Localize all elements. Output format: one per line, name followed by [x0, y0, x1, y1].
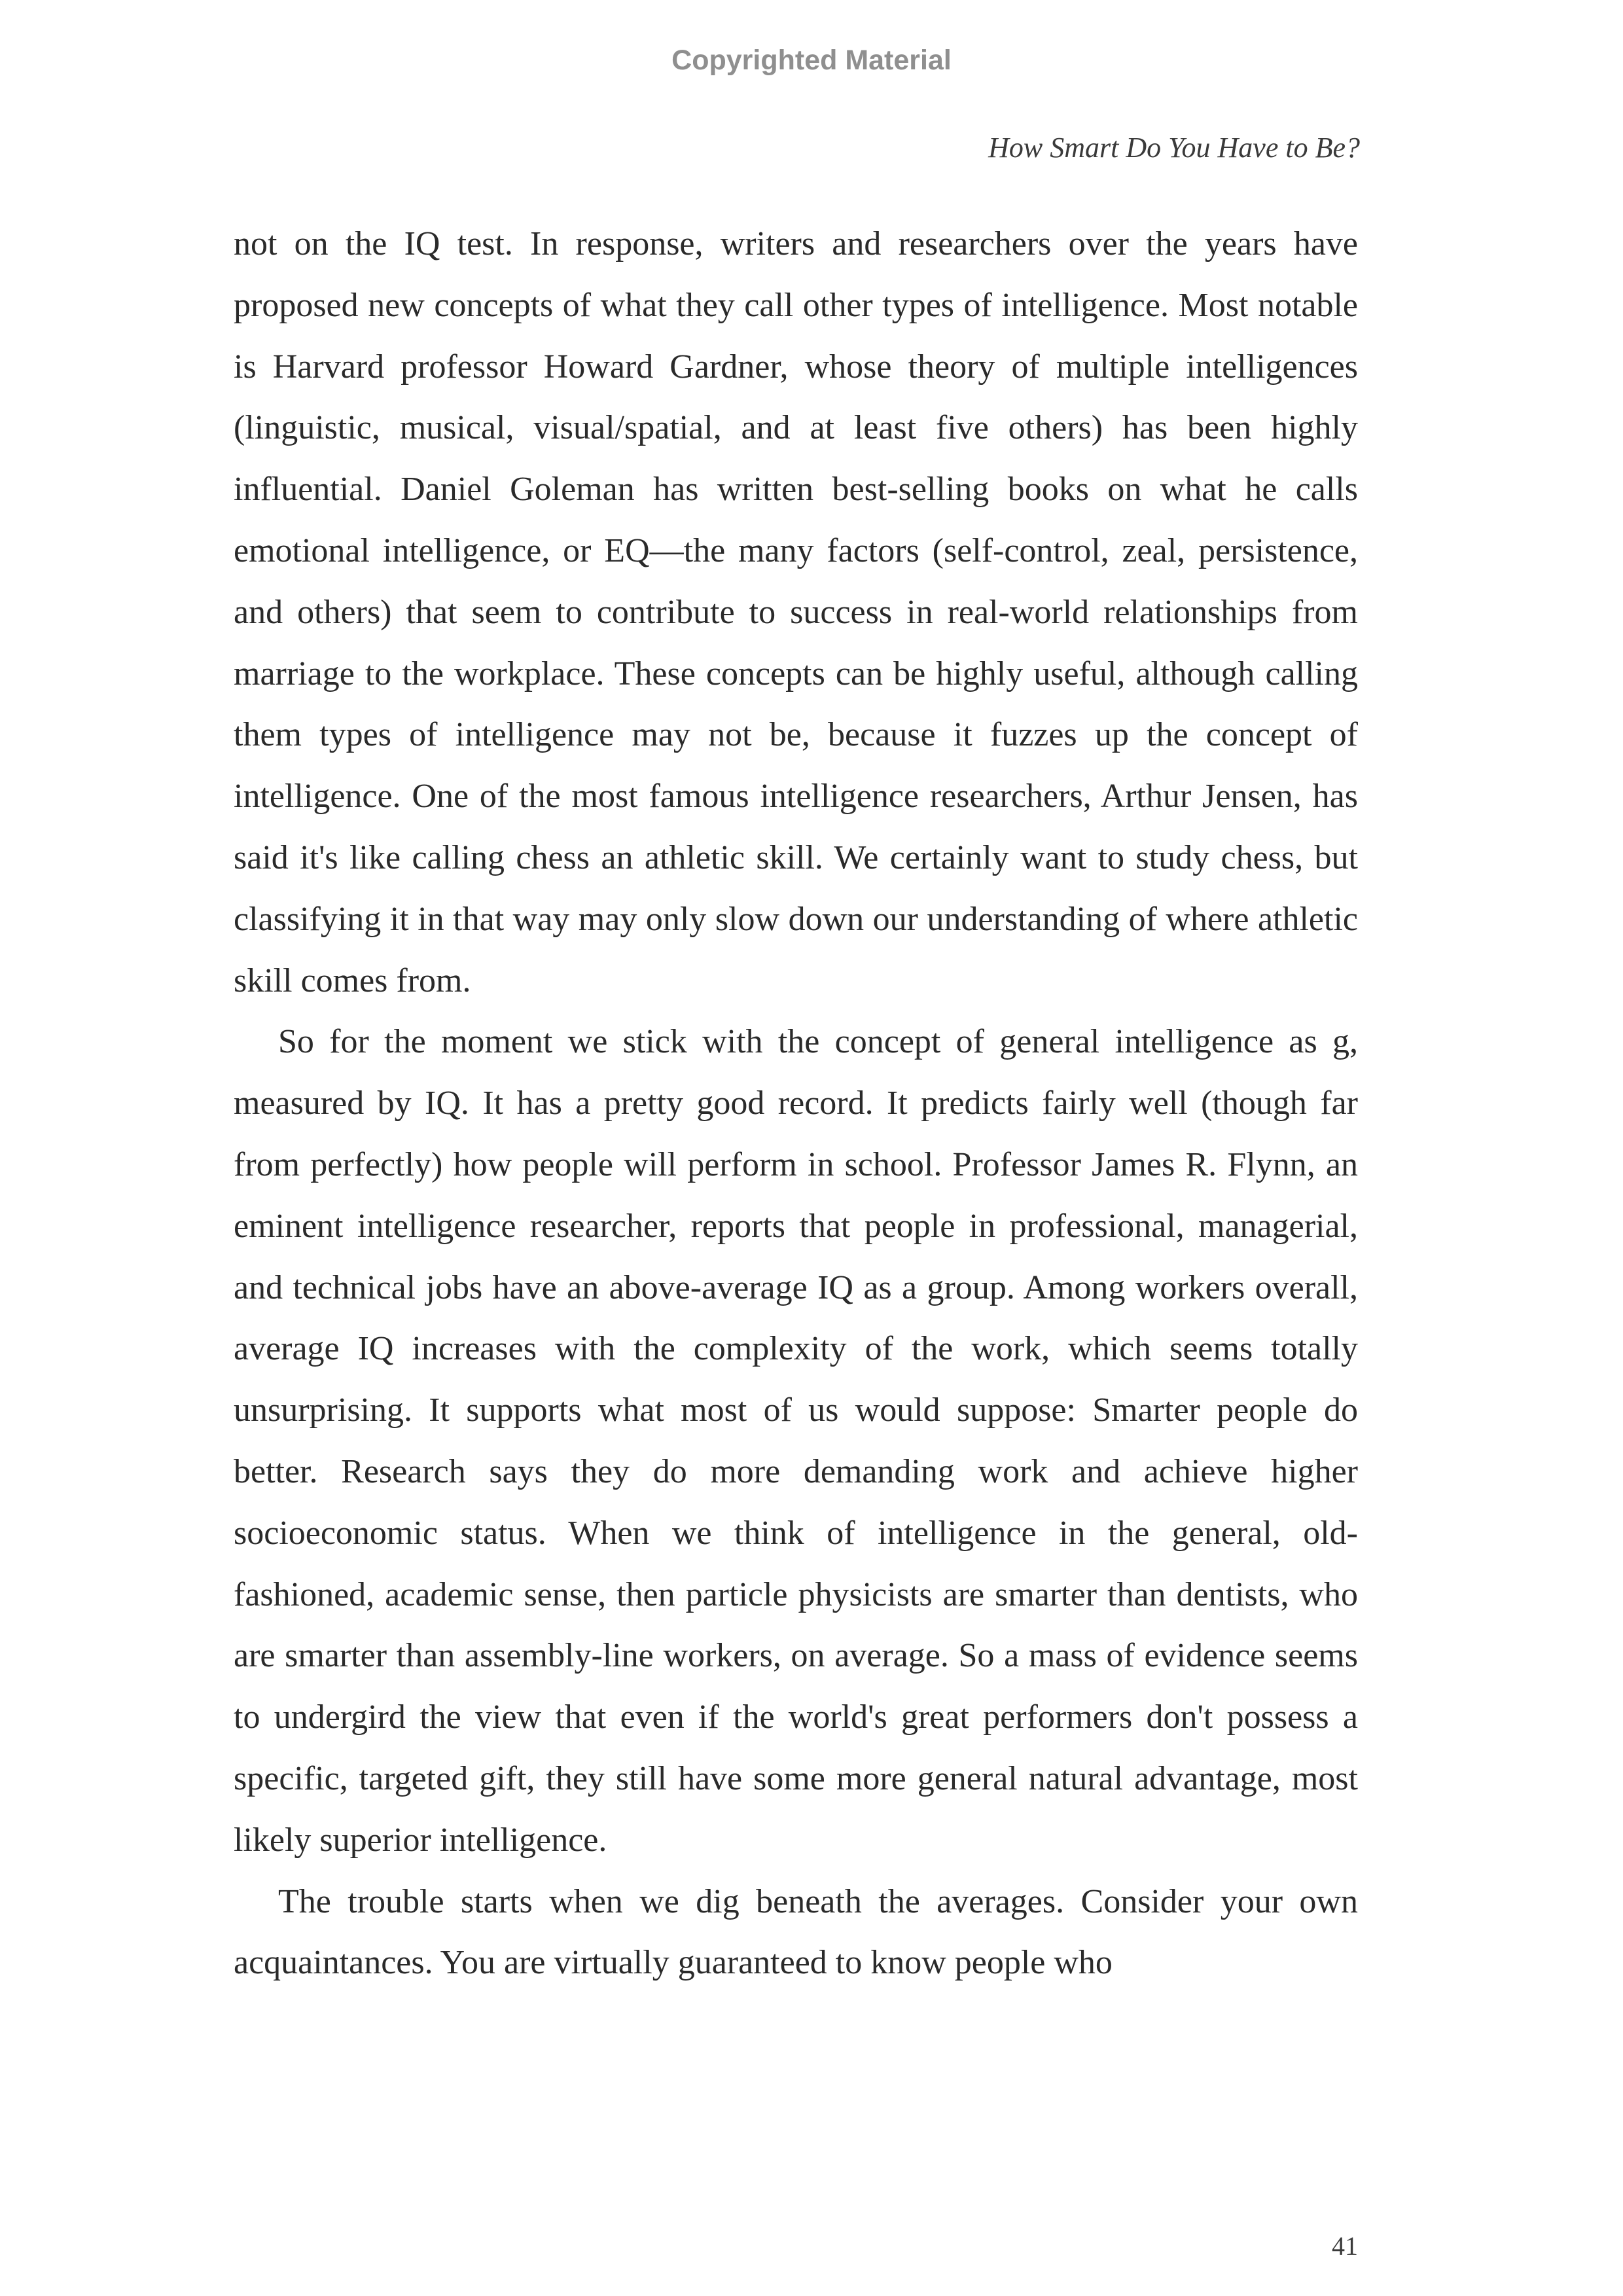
paragraph: So for the moment we stick with the concept of general intelligence as g, measured by IQ. It has a pretty good record. It predicts fairly well (though far from perfectly) how people will perform in school. Professor James R. Flynn, an eminent intelligence researcher, reports that people in professional, managerial, and technical jobs have an above-average IQ as a group. Among workers overall, average IQ increases with the complexity of the work, which seems totally unsurprising. It supports what most of us would suppose: Smarter people do better. Research says they do more demanding work and achieve higher socioeconomic status. When we think of intelligence in the general, old-fashioned, academic sense, then particle physicists are smarter than dentists, who are smarter than assembly-line workers, on average. So a mass of evidence seems to undergird the view that even if the world's great performers don't possess a specific, targeted gift, they still have some more general natural advantage, most likely superior intelligence.	[234, 1023, 1358, 1859]
page-number: 41	[1332, 2231, 1358, 2261]
paragraph-continued: not on the IQ test. In response, writers and researchers over the years have proposed new concepts of what they call other types of intelligence. Most notable is Harvard professor Howard Gardner, whose theory of multiple intelligences (linguistic, musical, visual/spatial, and at least five others) has been highly influential. Daniel Goleman has written best-selling books on what he calls emotional intelligence, or EQ—the many factors (self-control, zeal, persistence, and others) that seem to contribute to success in real-world relationships from marriage to the workplace. These concepts can be highly useful, although calling them types of intelligence may not be, because it fuzzes up the concept of intelligence. One of the most famous intelligence researchers, Arthur Jensen, has said it's like calling chess an athletic skill. We certainly want to study chess, but classifying it in that way may only slow down our understanding of where athletic skill comes from.	[234, 225, 1358, 999]
running-head: How Smart Do You Have to Be?	[988, 132, 1360, 164]
paragraph: The trouble starts when we dig beneath the averages. Consider your own acquaintances. You are virtually guaranteed to know people who	[234, 1882, 1358, 1982]
copyright-watermark: Copyrighted Material	[671, 45, 952, 76]
body-text	[234, 213, 1358, 1994]
